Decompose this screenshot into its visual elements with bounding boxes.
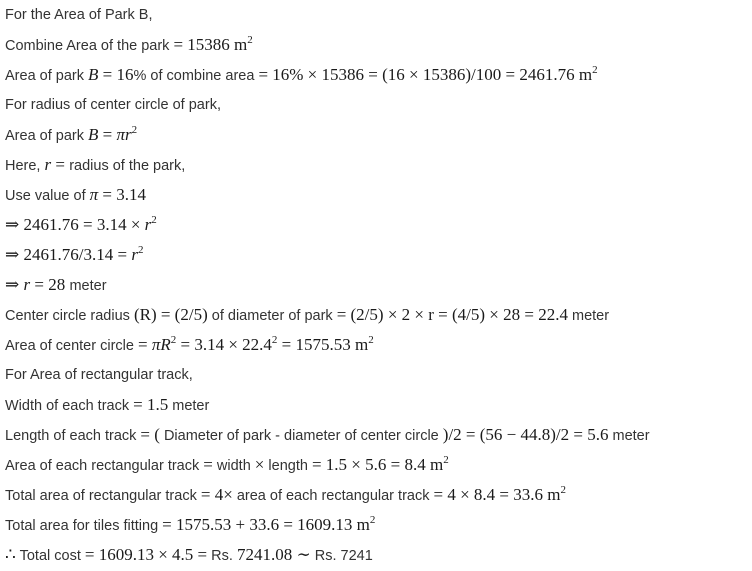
math-expression: = 1575.53 m <box>277 335 369 354</box>
superscript: 2 <box>170 334 177 346</box>
math-variable: r <box>44 155 52 174</box>
text-run: Area of park <box>5 68 89 84</box>
math-expression: = <box>203 455 213 474</box>
math-expression: = <box>137 335 152 354</box>
math-expression: )/2 = (56 − 44.8)/2 = 5.6 <box>442 425 609 444</box>
solution-line <box>5 540 750 570</box>
solution-line <box>5 510 750 540</box>
math-expression: = 1609.13 × 4.5 = <box>84 545 208 564</box>
text-run: Rs. 7241 <box>310 548 373 564</box>
math-expression: = 4× <box>200 485 233 504</box>
text-run: Total area for tiles fitting <box>5 518 163 534</box>
math-expression: ∴ <box>5 545 16 564</box>
text-run: Combine Area of the park <box>5 38 174 54</box>
text-run: meter <box>567 308 610 324</box>
solution-line <box>5 60 750 90</box>
math-expression: = <box>98 125 117 144</box>
text-run: Area of each rectangular track <box>5 458 204 474</box>
text-run: Total area of rectangular track <box>5 488 201 504</box>
math-expression: ⇒ <box>5 275 24 294</box>
solution-document <box>5 0 750 570</box>
math-expression: = 15386 m <box>173 35 248 54</box>
text-run: width <box>212 458 255 474</box>
math-expression: = 16 <box>98 65 134 84</box>
math-expression: ⇒ 2461.76 = 3.14 × <box>5 215 145 234</box>
text-run: Width of each track <box>5 398 134 414</box>
math-variable: r <box>23 275 31 294</box>
math-variable: r <box>131 245 138 264</box>
superscript: 2 <box>592 64 598 76</box>
math-variable: B <box>88 125 99 144</box>
math-expression: = 3.14 <box>98 185 147 204</box>
math-variable: r <box>144 215 152 234</box>
superscript: 2 <box>369 514 376 526</box>
math-expression: 7241.08 ∼ <box>236 545 311 564</box>
text-run: For radius of center circle of park, <box>5 97 221 113</box>
solution-line <box>5 480 750 510</box>
math-expression: = (2/5) × 2 × r = (4/5) × 28 = 22.4 <box>336 305 568 324</box>
text-run: meter <box>608 428 650 444</box>
superscript: 2 <box>247 34 253 46</box>
text-run: Area of park <box>5 128 89 144</box>
math-expression: = 1.5 <box>133 395 169 414</box>
text-run: Use value of <box>5 188 90 204</box>
math-expression: = 16% × 15386 = (16 × 15386)/100 = 2461.76 m <box>258 65 593 84</box>
solution-line <box>5 300 750 330</box>
text-run: Diameter of park - diameter of center circle <box>159 428 443 444</box>
solution-line <box>5 210 750 240</box>
superscript: 2 <box>560 484 566 496</box>
text-run: meter <box>168 398 210 414</box>
text-run: radius of the park, <box>69 158 186 174</box>
superscript: 2 <box>131 124 138 136</box>
solution-line <box>5 120 750 150</box>
superscript: 2 <box>151 214 157 226</box>
math-expression: (R) = (2/5) <box>133 305 208 324</box>
text-run: meter <box>69 278 107 294</box>
superscript: 2 <box>271 334 278 346</box>
superscript: 2 <box>137 244 144 256</box>
text-run: Center circle radius <box>5 308 134 324</box>
text-run: For Area of rectangular track, <box>5 367 193 383</box>
solution-line <box>5 420 750 450</box>
math-expression: = 4 × 8.4 = 33.6 m <box>433 485 561 504</box>
text-run: Here, <box>5 158 45 174</box>
text-run: Length of each track <box>5 428 141 444</box>
text-run: length <box>264 458 312 474</box>
text-run: Area of center circle <box>5 338 138 354</box>
solution-line <box>5 240 750 270</box>
math-expression: = ( <box>140 425 160 444</box>
math-expression: = 28 <box>30 275 70 294</box>
solution-line <box>5 0 750 30</box>
math-expression: = 1575.53 + 33.6 = 1609.13 m <box>162 515 370 534</box>
math-variable: πr <box>116 125 132 144</box>
text-run: % of combine area <box>133 68 259 84</box>
math-expression: = <box>51 155 70 174</box>
solution-line <box>5 90 750 120</box>
solution-line <box>5 390 750 420</box>
math-variable: πR <box>151 335 171 354</box>
math-expression: × <box>254 455 265 474</box>
text-run: Total cost <box>15 548 85 564</box>
superscript: 2 <box>443 454 449 466</box>
math-expression: = 3.14 × 22.4 <box>176 335 272 354</box>
text-run: of diameter of park <box>207 308 337 324</box>
solution-line <box>5 330 750 360</box>
math-variable: π <box>89 185 99 204</box>
math-expression: = 1.5 × 5.6 = 8.4 m <box>311 455 444 474</box>
superscript: 2 <box>368 334 374 346</box>
math-expression: ⇒ 2461.76/3.14 = <box>5 245 132 264</box>
text-run: area of each rectangular track <box>232 488 434 504</box>
solution-line <box>5 30 750 60</box>
text-run: For the Area of Park B, <box>5 7 153 23</box>
math-variable: B <box>88 65 99 84</box>
text-run: Rs. <box>207 548 237 564</box>
solution-line <box>5 150 750 180</box>
solution-line <box>5 180 750 210</box>
solution-line <box>5 450 750 480</box>
solution-line <box>5 360 750 390</box>
solution-line <box>5 270 750 300</box>
